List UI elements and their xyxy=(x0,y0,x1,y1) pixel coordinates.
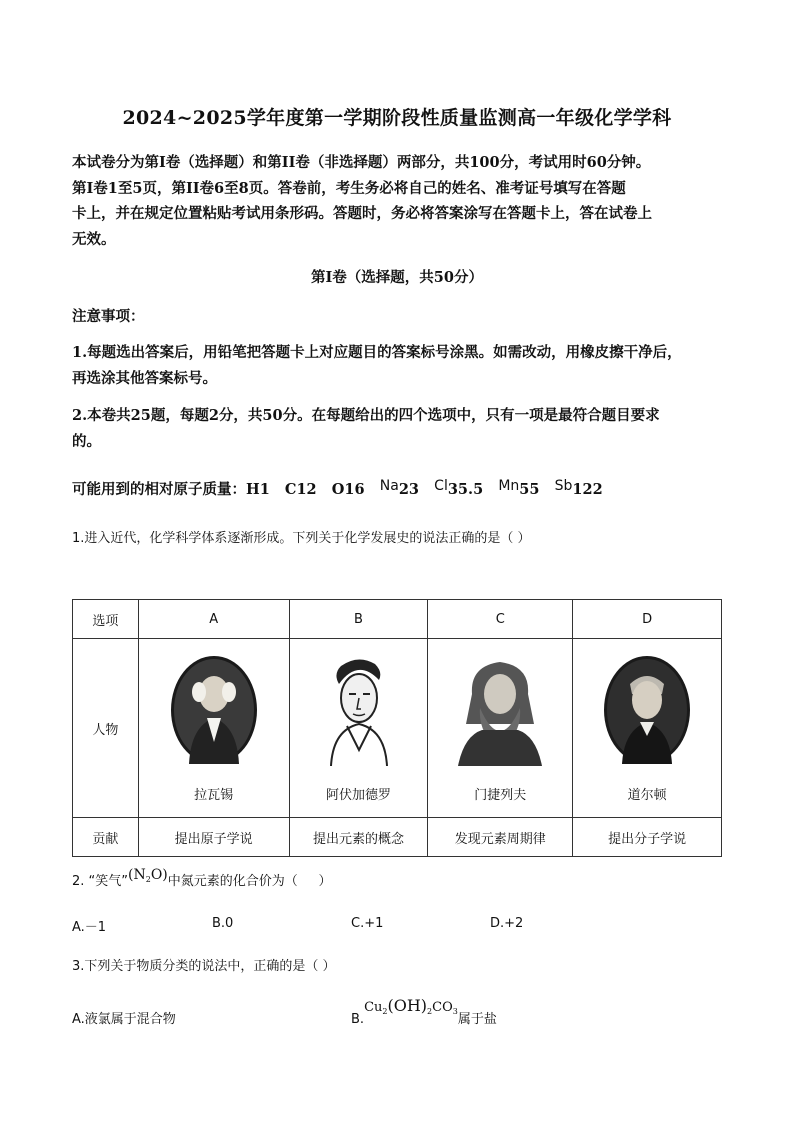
person-name-a: 拉瓦锡 xyxy=(194,787,234,803)
question-2-stem xyxy=(72,867,332,889)
notice-heading: 注意事项： xyxy=(72,308,145,325)
notice-line: 2.本卷共25题，每题2分，共50分。在每题给出的四个选项中，只有一项是最符合题目要求 xyxy=(72,407,660,424)
person-cell-d xyxy=(573,639,722,818)
nitrous-oxide-formula: $(N_2O)$ xyxy=(128,867,168,884)
mendeleev-portrait xyxy=(450,654,550,766)
q2-stem-before: 2. “笑气” xyxy=(72,874,129,889)
mn-value: 55 xyxy=(519,481,540,498)
q2-option-a: A.－1 xyxy=(72,920,107,935)
sb-value: 122 xyxy=(572,481,603,498)
header-cell-a: A xyxy=(138,600,289,639)
person-name-c: 门捷列夫 xyxy=(474,787,527,803)
lavoisier-portrait xyxy=(169,654,259,766)
section-title: 第I卷（选择题，共50分） xyxy=(311,269,483,286)
instruction-line: 无效。 xyxy=(72,230,116,248)
q2-option-b: B.0 xyxy=(212,916,234,931)
person-name-b: 阿伏加德罗 xyxy=(325,787,391,803)
question-3-stem: 3.下列关于物质分类的说法中，正确的是（ ） xyxy=(72,959,336,974)
notice-item-1 xyxy=(72,340,727,391)
avogadro-portrait xyxy=(313,654,403,766)
header-cell-b: B xyxy=(289,600,428,639)
q3-option-a: A.液氯属于混合物 xyxy=(72,1012,176,1027)
table-person-row xyxy=(73,639,722,818)
contribution-cell-d: 提出分子学说 xyxy=(573,818,722,857)
person-cell-c xyxy=(428,639,573,818)
dalton-portrait xyxy=(602,654,692,766)
person-cell-a xyxy=(138,639,289,818)
atomic-masses-label: 可能用到的相对原子质量：H1 C12 O16 xyxy=(72,481,365,498)
mn-symbol: Mn xyxy=(498,478,520,494)
notice-line: 的。 xyxy=(72,432,101,450)
notice-line: 1.每题选出答案后，用铅笔把答题卡上对应题目的答案标号涂黑。如需改动，用橡皮擦干净后， xyxy=(72,344,682,361)
q3-option-b: $B.Cu_2(OH)_2CO_3$属于盐 xyxy=(351,996,497,1027)
cl-value: 35.5 xyxy=(447,481,484,498)
table-contribution-row xyxy=(73,818,722,857)
sb-symbol: Sb xyxy=(554,478,573,494)
question-1-table xyxy=(72,599,722,857)
atomic-masses-line xyxy=(72,477,727,504)
notice-line: 再选涂其他答案标号。 xyxy=(72,369,217,387)
contribution-cell-b: 提出元素的概念 xyxy=(289,818,428,857)
notice-item-2 xyxy=(72,403,727,454)
person-cell-b xyxy=(289,639,428,818)
cl-symbol: Cl xyxy=(434,478,448,494)
table-header-row xyxy=(73,600,722,639)
header-cell-option: 选项 xyxy=(73,600,139,639)
exam-instructions xyxy=(72,150,727,252)
exam-title: 2024~2025学年度第一学期阶段性质量监测高一年级化学学科 xyxy=(122,107,672,129)
person-name-d: 道尔顿 xyxy=(627,787,667,803)
instruction-line: 本试卷分为第I卷（选择题）和第II卷（非选择题）两部分，共100分，考试用时60分钟。 xyxy=(72,154,651,171)
contribution-cell-a: 提出原子学说 xyxy=(138,818,289,857)
header-cell-d: D xyxy=(573,600,722,639)
basic-copper-carbonate-formula: $Cu_2(OH)_2CO_3$ xyxy=(364,996,458,1016)
q2-option-c: C.+1 xyxy=(351,916,384,931)
q2-option-d: D.+2 xyxy=(490,916,524,931)
contribution-row-label: 贡献 xyxy=(73,818,139,857)
na-symbol: Na xyxy=(379,478,399,494)
na-value: 23 xyxy=(398,481,420,498)
instruction-line: 第I卷1至5页，第II卷6至8页。答卷前，考生务必将自己的姓名、准考证号填写在答题 xyxy=(72,179,626,197)
question-1-stem: 1.进入近代，化学科学体系逐渐形成。下列关于化学发展史的说法正确的是（ ） xyxy=(72,531,531,546)
header-cell-c: C xyxy=(428,600,573,639)
contribution-cell-c: 发现元素周期律 xyxy=(428,818,573,857)
q2-stem-after: 中氮元素的化合价为（ ） xyxy=(167,874,332,889)
instruction-line: 卡上，并在规定位置粘贴考试用条形码。答题时，务必将答案涂写在答题卡上，答在试卷上 xyxy=(72,205,652,222)
person-row-label: 人物 xyxy=(73,639,139,818)
